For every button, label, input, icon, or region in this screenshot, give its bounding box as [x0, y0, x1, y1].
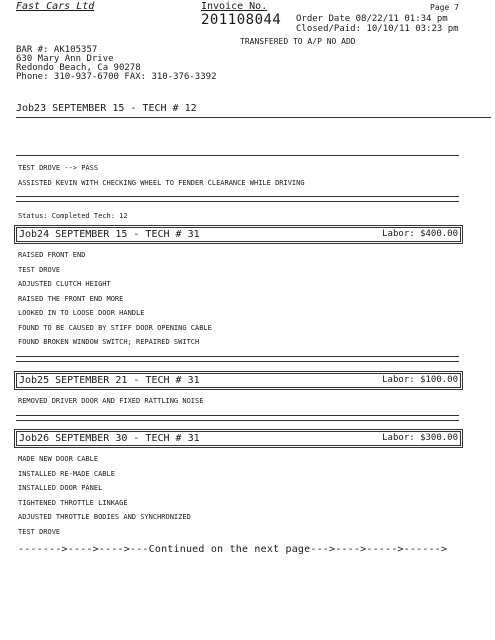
divider	[16, 361, 459, 362]
address-line-1: 630 Mary Ann Drive	[16, 54, 114, 64]
company-name: Fast Cars Ltd	[16, 1, 95, 12]
job23-title: Job23 SEPTEMBER 15 - TECH # 12	[16, 103, 197, 114]
job24-line: RAISED FRONT END	[18, 251, 86, 259]
job23-status: Status: Completed Tech: 12	[18, 212, 128, 220]
divider	[16, 415, 459, 416]
job26-header	[16, 431, 461, 446]
phone-fax: Phone: 310-937-6700 FAX: 310-376-3392	[16, 72, 217, 82]
job25-title: Job25 SEPTEMBER 21 - TECH # 31	[19, 375, 200, 386]
divider	[16, 196, 459, 197]
continued-notice: ------->---->---->---Continued on the next page--->---->----->------>	[18, 544, 448, 555]
job26-line: MADE NEW DOOR CABLE	[18, 455, 99, 463]
job24-line: LOOKED IN TO LOOSE DOOR HANDLE	[18, 309, 145, 317]
job26-line: INSTALLED RE-MADE CABLE	[18, 470, 115, 478]
divider	[16, 356, 459, 357]
job23-line: ASSISTED KEVIN WITH CHECKING WHEEL TO FENDER CLEARANCE WHILE DRIVING	[18, 179, 305, 187]
job26-title: Job26 SEPTEMBER 30 - TECH # 31	[19, 433, 200, 444]
job26-line: ADJUSTED THROTTLE BODIES AND SYNCHRONIZED	[18, 513, 191, 521]
job25-labor: Labor: $100.00	[382, 375, 458, 385]
job26-line: TEST DROVE	[18, 528, 61, 536]
transfer-note: TRANSFERED TO A/P NO ADD	[240, 37, 356, 46]
job23-line: TEST DROVE --> PASS	[18, 164, 99, 172]
job24-line: ADJUSTED CLUTCH HEIGHT	[18, 280, 111, 288]
job26-labor: Labor: $300.00	[382, 433, 458, 443]
invoice-label: Invoice No.	[201, 1, 268, 12]
page-number: Page 7	[430, 3, 459, 12]
divider	[16, 201, 459, 202]
address-line-2: Redondo Beach, Ca 90278	[16, 63, 141, 73]
job24-header	[16, 227, 461, 242]
invoice-number: 201108044	[201, 12, 282, 28]
job26-line: INSTALLED DOOR PANEL	[18, 484, 103, 492]
divider	[16, 420, 459, 421]
job24-line: FOUND TO BE CAUSED BY STIFF DOOR OPENING CABLE	[18, 324, 212, 332]
divider	[16, 117, 491, 118]
bar-number: BAR #: AK105357	[16, 45, 98, 55]
job24-line: FOUND BROKEN WINDOW SWITCH; REPAIRED SWITCH	[18, 338, 200, 346]
job24-line: RAISED THE FRONT END MORE	[18, 295, 124, 303]
job25-header	[16, 373, 461, 388]
divider	[16, 155, 459, 156]
closed-paid-date: Closed/Paid: 10/10/11 03:23 pm	[296, 24, 459, 34]
job24-line: TEST DROVE	[18, 266, 61, 274]
job25-line: REMOVED DRIVER DOOR AND FIXED RATTLING NOISE	[18, 397, 204, 405]
job24-labor: Labor: $400.00	[382, 229, 458, 239]
order-date: Order Date 08/22/11 01:34 pm	[296, 14, 448, 24]
job26-line: TIGHTENED THROTTLE LINKAGE	[18, 499, 128, 507]
job24-title: Job24 SEPTEMBER 15 - TECH # 31	[19, 229, 200, 240]
